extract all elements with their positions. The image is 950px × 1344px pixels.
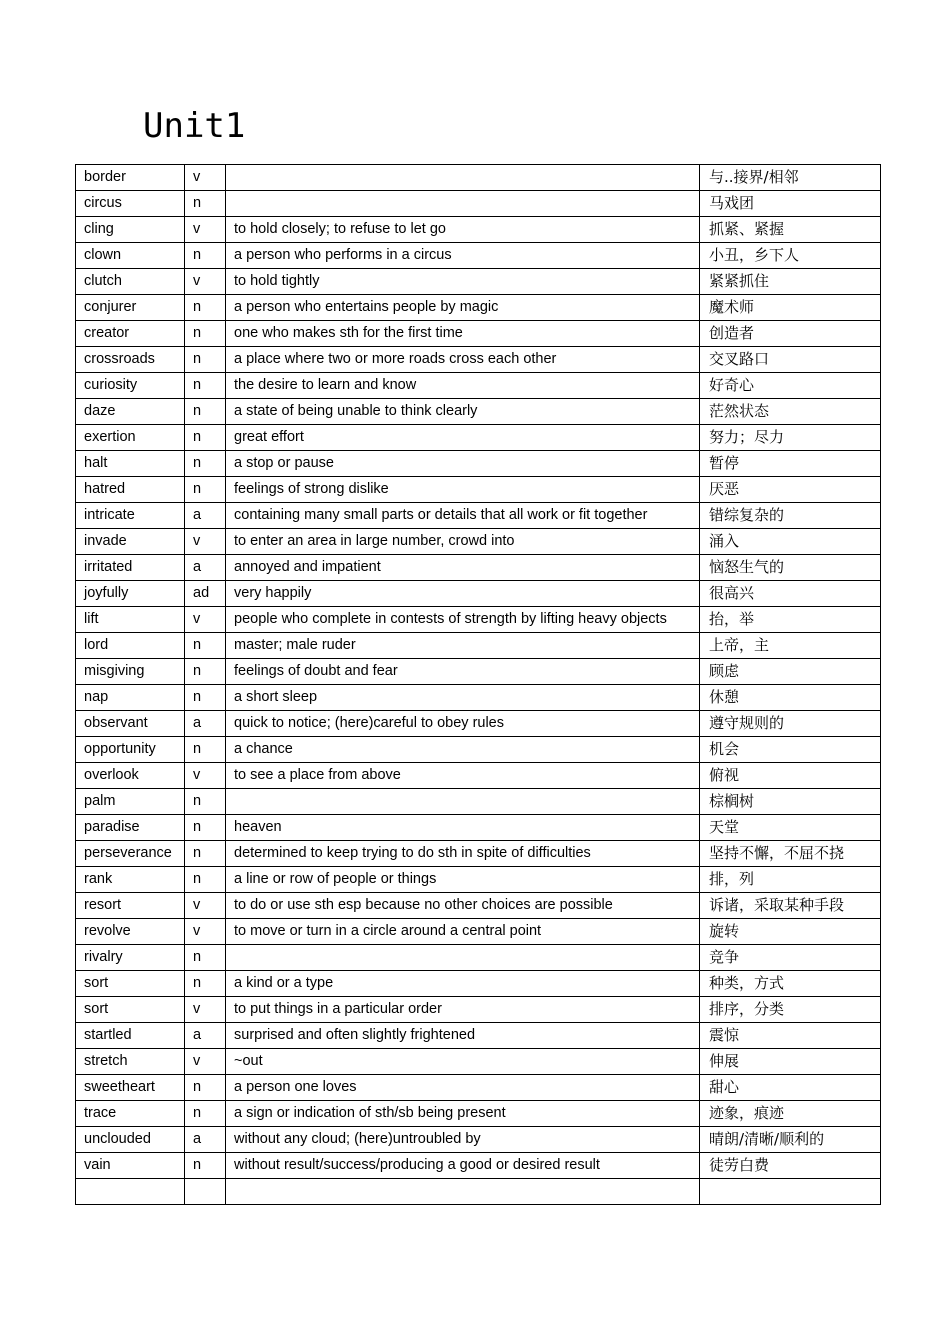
part-of-speech-cell: n — [185, 347, 226, 373]
definition-cell: to do or use sth esp because no other choices are possible — [226, 893, 700, 919]
definition-cell: a stop or pause — [226, 451, 700, 477]
word-cell: cling — [76, 217, 185, 243]
chinese-meaning-cell: 努力；尽力 — [700, 425, 881, 451]
chinese-meaning-cell: 种类，方式 — [700, 971, 881, 997]
page-title: Unit1 — [143, 106, 246, 146]
table-row — [76, 919, 881, 945]
table-row — [76, 633, 881, 659]
word-cell: vain — [76, 1153, 185, 1179]
part-of-speech-cell: a — [185, 1023, 226, 1049]
chinese-meaning-cell: 茫然状态 — [700, 399, 881, 425]
definition-cell: a place where two or more roads cross each other — [226, 347, 700, 373]
word-cell: hatred — [76, 477, 185, 503]
table-row — [76, 1049, 881, 1075]
table-row — [76, 1179, 881, 1205]
part-of-speech-cell: v — [185, 529, 226, 555]
definition-cell: to enter an area in large number, crowd into — [226, 529, 700, 555]
table-row — [76, 321, 881, 347]
definition-cell: to hold closely; to refuse to let go — [226, 217, 700, 243]
table-row — [76, 581, 881, 607]
part-of-speech-cell — [185, 1179, 226, 1205]
table-row — [76, 659, 881, 685]
word-cell: crossroads — [76, 347, 185, 373]
chinese-meaning-cell: 恼怒生气的 — [700, 555, 881, 581]
definition-cell: to hold tightly — [226, 269, 700, 295]
part-of-speech-cell: n — [185, 1101, 226, 1127]
definition-cell: a chance — [226, 737, 700, 763]
word-cell: nap — [76, 685, 185, 711]
word-cell: irritated — [76, 555, 185, 581]
part-of-speech-cell: n — [185, 477, 226, 503]
table-row — [76, 815, 881, 841]
chinese-meaning-cell: 机会 — [700, 737, 881, 763]
chinese-meaning-cell: 紧紧抓住 — [700, 269, 881, 295]
chinese-meaning-cell: 抓紧、紧握 — [700, 217, 881, 243]
word-cell: invade — [76, 529, 185, 555]
word-cell: trace — [76, 1101, 185, 1127]
part-of-speech-cell: n — [185, 1153, 226, 1179]
table-row — [76, 399, 881, 425]
definition-cell: to move or turn in a circle around a central point — [226, 919, 700, 945]
definition-cell: quick to notice; (here)careful to obey rules — [226, 711, 700, 737]
table-row — [76, 841, 881, 867]
word-cell: revolve — [76, 919, 185, 945]
part-of-speech-cell: a — [185, 1127, 226, 1153]
table-row — [76, 477, 881, 503]
word-cell: paradise — [76, 815, 185, 841]
chinese-meaning-cell: 天堂 — [700, 815, 881, 841]
definition-cell: a person one loves — [226, 1075, 700, 1101]
table-row — [76, 451, 881, 477]
table-row — [76, 425, 881, 451]
definition-cell: very happily — [226, 581, 700, 607]
table-row — [76, 1023, 881, 1049]
part-of-speech-cell: n — [185, 451, 226, 477]
word-cell: opportunity — [76, 737, 185, 763]
part-of-speech-cell: v — [185, 165, 226, 191]
chinese-meaning-cell: 交叉路口 — [700, 347, 881, 373]
part-of-speech-cell: v — [185, 269, 226, 295]
table-row — [76, 997, 881, 1023]
chinese-meaning-cell: 甜心 — [700, 1075, 881, 1101]
part-of-speech-cell: a — [185, 503, 226, 529]
word-cell: halt — [76, 451, 185, 477]
chinese-meaning-cell: 马戏团 — [700, 191, 881, 217]
definition-cell: a state of being unable to think clearly — [226, 399, 700, 425]
word-cell: observant — [76, 711, 185, 737]
word-cell: palm — [76, 789, 185, 815]
table-row — [76, 893, 881, 919]
table-row — [76, 763, 881, 789]
chinese-meaning-cell: 伸展 — [700, 1049, 881, 1075]
chinese-meaning-cell: 小丑，乡下人 — [700, 243, 881, 269]
chinese-meaning-cell — [700, 1179, 881, 1205]
word-cell: curiosity — [76, 373, 185, 399]
word-cell: joyfully — [76, 581, 185, 607]
table-row — [76, 867, 881, 893]
definition-cell: feelings of strong dislike — [226, 477, 700, 503]
part-of-speech-cell: v — [185, 997, 226, 1023]
word-cell: intricate — [76, 503, 185, 529]
chinese-meaning-cell: 排，列 — [700, 867, 881, 893]
word-cell: startled — [76, 1023, 185, 1049]
word-cell: exertion — [76, 425, 185, 451]
part-of-speech-cell: n — [185, 373, 226, 399]
part-of-speech-cell: n — [185, 295, 226, 321]
definition-cell — [226, 789, 700, 815]
definition-cell — [226, 1179, 700, 1205]
definition-cell: a person who performs in a circus — [226, 243, 700, 269]
word-cell: lord — [76, 633, 185, 659]
chinese-meaning-cell: 旋转 — [700, 919, 881, 945]
definition-cell: annoyed and impatient — [226, 555, 700, 581]
part-of-speech-cell: v — [185, 217, 226, 243]
word-cell — [76, 1179, 185, 1205]
word-cell: stretch — [76, 1049, 185, 1075]
vocabulary-table — [75, 164, 881, 1205]
chinese-meaning-cell: 竞争 — [700, 945, 881, 971]
chinese-meaning-cell: 迹象，痕迹 — [700, 1101, 881, 1127]
part-of-speech-cell: n — [185, 191, 226, 217]
part-of-speech-cell: n — [185, 1075, 226, 1101]
table-row — [76, 971, 881, 997]
word-cell: perseverance — [76, 841, 185, 867]
definition-cell: a kind or a type — [226, 971, 700, 997]
table-row — [76, 503, 881, 529]
word-cell: unclouded — [76, 1127, 185, 1153]
chinese-meaning-cell: 顾虑 — [700, 659, 881, 685]
definition-cell: a sign or indication of sth/sb being present — [226, 1101, 700, 1127]
word-cell: sort — [76, 971, 185, 997]
chinese-meaning-cell: 创造者 — [700, 321, 881, 347]
definition-cell — [226, 191, 700, 217]
table-row — [76, 1101, 881, 1127]
definition-cell — [226, 945, 700, 971]
word-cell: conjurer — [76, 295, 185, 321]
table-row — [76, 1075, 881, 1101]
word-cell: rank — [76, 867, 185, 893]
table-row — [76, 191, 881, 217]
definition-cell: master; male ruder — [226, 633, 700, 659]
chinese-meaning-cell: 排序，分类 — [700, 997, 881, 1023]
chinese-meaning-cell: 魔术师 — [700, 295, 881, 321]
part-of-speech-cell: n — [185, 399, 226, 425]
definition-cell: surprised and often slightly frightened — [226, 1023, 700, 1049]
definition-cell: one who makes sth for the first time — [226, 321, 700, 347]
definition-cell: heaven — [226, 815, 700, 841]
chinese-meaning-cell: 俯视 — [700, 763, 881, 789]
part-of-speech-cell: v — [185, 1049, 226, 1075]
definition-cell: a line or row of people or things — [226, 867, 700, 893]
table-row — [76, 269, 881, 295]
chinese-meaning-cell: 暂停 — [700, 451, 881, 477]
table-row — [76, 529, 881, 555]
word-cell: resort — [76, 893, 185, 919]
chinese-meaning-cell: 涌入 — [700, 529, 881, 555]
word-cell: sort — [76, 997, 185, 1023]
table-row — [76, 685, 881, 711]
definition-cell — [226, 165, 700, 191]
table-row — [76, 347, 881, 373]
table-row — [76, 1153, 881, 1179]
chinese-meaning-cell: 棕榈树 — [700, 789, 881, 815]
chinese-meaning-cell: 错综复杂的 — [700, 503, 881, 529]
definition-cell: ~out — [226, 1049, 700, 1075]
table-row — [76, 165, 881, 191]
definition-cell: without result/success/producing a good or desired result — [226, 1153, 700, 1179]
part-of-speech-cell: v — [185, 607, 226, 633]
vocabulary-table-body — [76, 165, 881, 1205]
chinese-meaning-cell: 与..接界/相邻 — [700, 165, 881, 191]
word-cell: rivalry — [76, 945, 185, 971]
table-row — [76, 789, 881, 815]
table-row — [76, 243, 881, 269]
part-of-speech-cell: ad — [185, 581, 226, 607]
table-row — [76, 373, 881, 399]
word-cell: overlook — [76, 763, 185, 789]
part-of-speech-cell: n — [185, 243, 226, 269]
definition-cell: a person who entertains people by magic — [226, 295, 700, 321]
definition-cell: great effort — [226, 425, 700, 451]
table-row — [76, 295, 881, 321]
chinese-meaning-cell: 遵守规则的 — [700, 711, 881, 737]
chinese-meaning-cell: 上帝，主 — [700, 633, 881, 659]
definition-cell: the desire to learn and know — [226, 373, 700, 399]
chinese-meaning-cell: 休憩 — [700, 685, 881, 711]
table-row — [76, 555, 881, 581]
part-of-speech-cell: n — [185, 737, 226, 763]
part-of-speech-cell: n — [185, 815, 226, 841]
word-cell: sweetheart — [76, 1075, 185, 1101]
table-row — [76, 607, 881, 633]
part-of-speech-cell: v — [185, 763, 226, 789]
definition-cell: containing many small parts or details that all work or fit together — [226, 503, 700, 529]
definition-cell: people who complete in contests of strength by lifting heavy objects — [226, 607, 700, 633]
part-of-speech-cell: a — [185, 555, 226, 581]
part-of-speech-cell: n — [185, 971, 226, 997]
part-of-speech-cell: n — [185, 321, 226, 347]
part-of-speech-cell: v — [185, 919, 226, 945]
part-of-speech-cell: n — [185, 841, 226, 867]
word-cell: misgiving — [76, 659, 185, 685]
word-cell: creator — [76, 321, 185, 347]
word-cell: clown — [76, 243, 185, 269]
part-of-speech-cell: n — [185, 633, 226, 659]
part-of-speech-cell: v — [185, 893, 226, 919]
definition-cell: feelings of doubt and fear — [226, 659, 700, 685]
definition-cell: a short sleep — [226, 685, 700, 711]
chinese-meaning-cell: 震惊 — [700, 1023, 881, 1049]
table-row — [76, 711, 881, 737]
definition-cell: determined to keep trying to do sth in spite of difficulties — [226, 841, 700, 867]
word-cell: clutch — [76, 269, 185, 295]
word-cell: daze — [76, 399, 185, 425]
word-cell: lift — [76, 607, 185, 633]
part-of-speech-cell: n — [185, 685, 226, 711]
part-of-speech-cell: n — [185, 789, 226, 815]
part-of-speech-cell: n — [185, 425, 226, 451]
chinese-meaning-cell: 晴朗/清晰/顺利的 — [700, 1127, 881, 1153]
table-row — [76, 1127, 881, 1153]
table-row — [76, 945, 881, 971]
word-cell: border — [76, 165, 185, 191]
chinese-meaning-cell: 抬，举 — [700, 607, 881, 633]
part-of-speech-cell: n — [185, 659, 226, 685]
chinese-meaning-cell: 坚持不懈，不屈不挠 — [700, 841, 881, 867]
part-of-speech-cell: a — [185, 711, 226, 737]
definition-cell: without any cloud; (here)untroubled by — [226, 1127, 700, 1153]
definition-cell: to see a place from above — [226, 763, 700, 789]
part-of-speech-cell: n — [185, 945, 226, 971]
chinese-meaning-cell: 厌恶 — [700, 477, 881, 503]
word-cell: circus — [76, 191, 185, 217]
definition-cell: to put things in a particular order — [226, 997, 700, 1023]
chinese-meaning-cell: 诉诸，采取某种手段 — [700, 893, 881, 919]
chinese-meaning-cell: 徒劳白费 — [700, 1153, 881, 1179]
part-of-speech-cell: n — [185, 867, 226, 893]
chinese-meaning-cell: 好奇心 — [700, 373, 881, 399]
table-row — [76, 217, 881, 243]
chinese-meaning-cell: 很高兴 — [700, 581, 881, 607]
table-row — [76, 737, 881, 763]
